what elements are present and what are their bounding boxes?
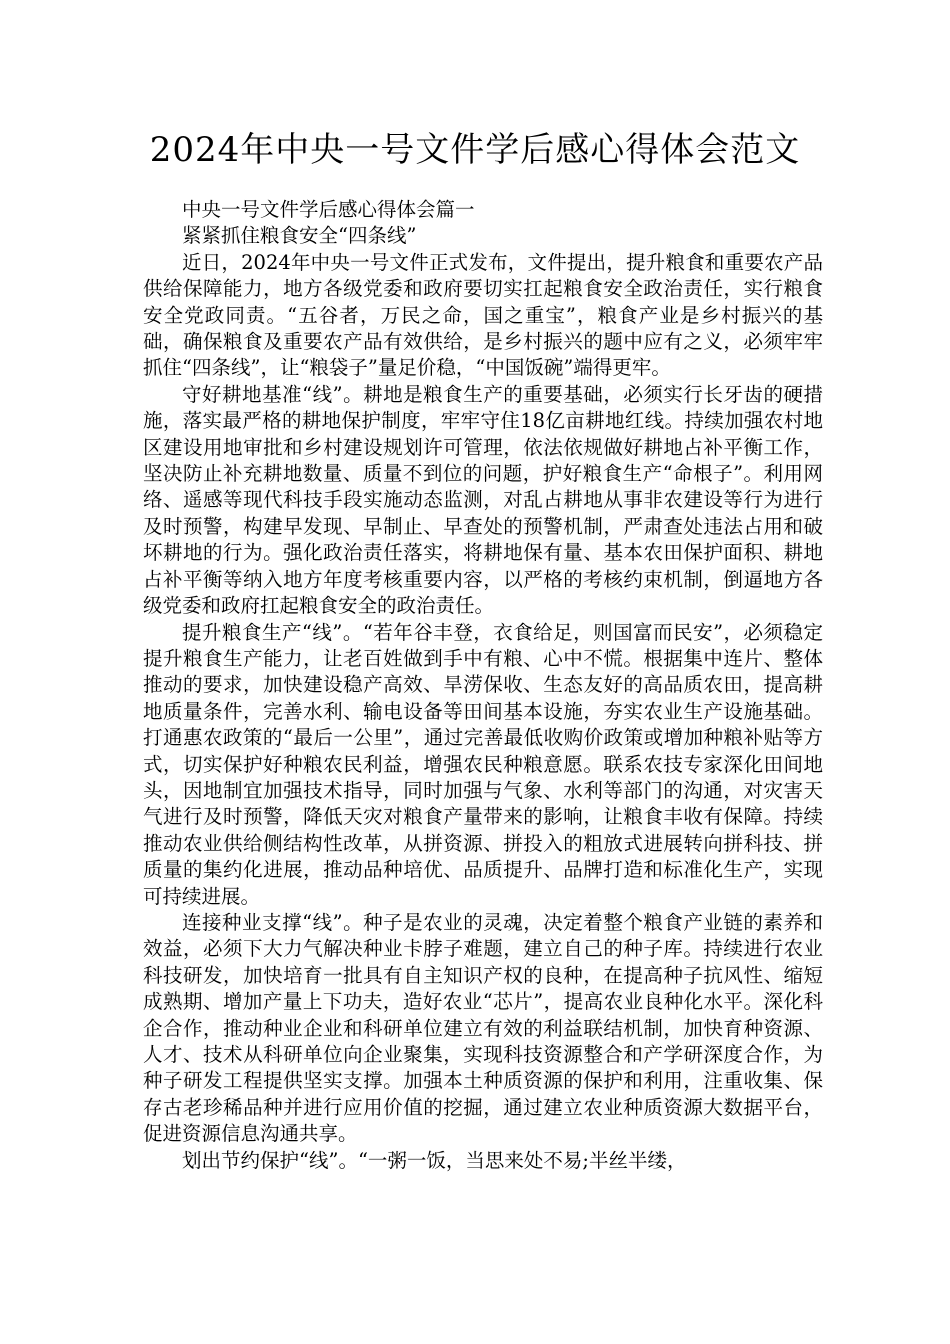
paragraph-conservation: 划出节约保护“线”。“一粥一饭，当思来处不易;半丝半缕， [182,1148,687,1172]
paragraph-grain-production: 提升粮食生产“线”。“若年谷丰登，衣食给足，则国富而民安”，必须稳定提升粮食生产能力，让老百姓做到手中有粮、心中不慌。根据集中连片、整体推动的要求，加快建设稳产高效、旱涝保收、生态友好的高品质农田，提高耕地质量条件，完善水利、输电设备等田间基本设施，夯实农业生产设施基础。打通惠农政策的“最后一公里”，通过完善最低收购价政策或增加种粮补贴等方式，切实保护好种粮农民利益，增强农民种粮意愿。联系农技专家深化田间地头，因地制宜加强技术指导，同时加强与气象、水利等部门的沟通，对灾害天气进行及时预警，降低天灾对粮食产量带来的影响，让粮食丰收有保障。持续推动农业供给侧结构性改革，从拼资源、拼投入的粗放式进展转向拼科技、拼质量的集约化进展，推动品种培优、品质提升、品牌打造和标准化生产，实现可持续进展。 [143,620,823,908]
paragraph-farmland: 守好耕地基准“线”。耕地是粮食生产的重要基础，必须实行长牙齿的硬措施，落实最严格的耕地保护制度，牢牢守住18亿亩耕地红线。持续加强农村地区建设用地审批和乡村建设规划许可管理，依法依规做好耕地占补平衡工作，坚决防止补充耕地数量、质量不到位的问题，护好粮食生产“命根子”。利用网络、遥感等现代科技手段实施动态监测，对乱占耕地从事非农建设等行为进行及时预警，构建早发现、早制止、早查处的预警机制，严肃查处违法占用和破坏耕地的行为。强化政治责任落实，将耕地保有量、基本农田保护面积、耕地占补平衡等纳入地方年度考核重要内容，以严格的考核约束机制，倒逼地方各级党委和政府扛起粮食安全的政治责任。 [143,382,823,618]
document-body [143,197,823,1174]
paragraph-seed-industry: 连接种业支撑“线”。种子是农业的灵魂，决定着整个粮食产业链的素养和效益，必须下大力气解决种业卡脖子难题，建立自己的种子库。持续进行农业科技研发，加快培育一批具有自主知识产权的良种，在提高种子抗风性、缩短成熟期、增加产量上下功夫，造好农业“芯片”，提高农业良种化水平。深化科企合作，推动种业企业和科研单位建立有效的利益联结机制，加快育种资源、人才、技术从科研单位向企业聚集，实现科技资源整合和产学研深度合作，为种子研发工程提供坚实支撑。加强本土种质资源的保护和利用，注重收集、保存古老珍稀品种并进行应用价值的挖掘，通过建立农业种质资源大数据平台，促进资源信息沟通共享。 [143,910,823,1146]
subheading: 中央一号文件学后感心得体会篇一 [182,198,475,221]
document-title: 2024年中央一号文件学后感心得体会范文 [149,130,801,170]
paragraph-intro: 近日，2024年中央一号文件正式发布，文件提出，提升粮食和重要农产品供给保障能力，地方各级党委和政府要切实扛起粮食安全政治责任，实行粮食安全党政同责。“五谷者，万民之命，国之重宝”，粮食产业是乡村振兴的基础，确保粮食及重要农产品有效供给，是乡村振兴的题中应有之义，必须牢牢抓住“四条线”，让“粮袋子”量足价稳，“中国饭碗”端得更牢。 [143,250,823,380]
section-heading: 紧紧抓住粮食安全“四条线” [182,224,417,248]
